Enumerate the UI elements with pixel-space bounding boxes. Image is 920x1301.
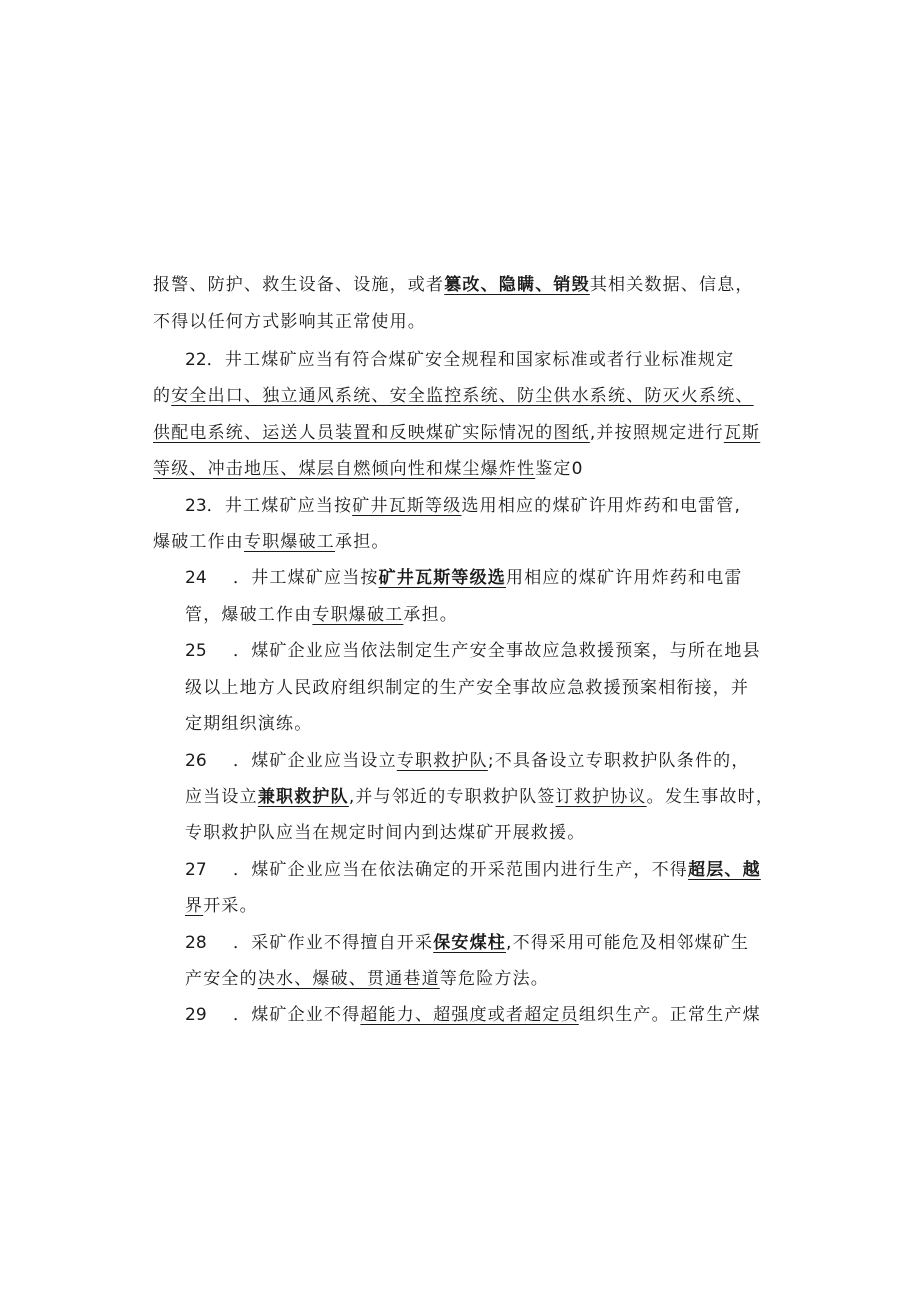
text-span: 爆破工作由 (153, 532, 244, 552)
text-span: ．煤矿企业应当在依法确定的开采范围内进行生产，不得 (233, 860, 688, 880)
item-27-line-1 (185, 852, 761, 888)
text-span: 承担。 (403, 605, 459, 625)
text-span: ,并与邻近的专职救护队签 (348, 787, 556, 807)
text-span: ．井工煤矿应当有符合煤矿安全规程和国家标准或者行业标准规定 (206, 350, 735, 370)
underlined-term: 矿井瓦斯等级 (352, 496, 462, 516)
underlined-term: 订救护协议 (555, 787, 647, 807)
text-span: ．煤矿企业应当设立 (233, 751, 397, 771)
text-span: ．采矿作业不得擅自开采 (233, 933, 434, 953)
text-span: 开采。 (203, 896, 258, 916)
text-span: 等危险方法。 (439, 969, 550, 989)
text-span: ．井工煤矿应当按 (233, 568, 379, 588)
text-span: ,并按照规定进行 (589, 423, 724, 443)
text-span: ．井工煤矿应当按 (206, 496, 353, 516)
item-25-line-3 (185, 706, 312, 742)
item-22-line-2 (153, 378, 754, 414)
text-span: 承担。 (335, 532, 390, 552)
text-span: 选用相应的煤矿许用炸药和电雷管, (461, 496, 742, 516)
text-span: 不得以任何方式影响其正常使用。 (153, 312, 426, 332)
text-span: ．煤矿企业不得 (233, 1005, 361, 1025)
text-span: ;不具备设立专职救护队条件的， (487, 751, 750, 771)
underlined-term: 供配电系统、运送人员装置和反映煤矿实际情况的图纸 (153, 423, 590, 443)
item-23-line-1 (185, 488, 741, 524)
text-span: 组织生产。正常生产煤 (578, 1005, 761, 1025)
underlined-term: 等级、冲击地压、煤层自燃倾向性和煤尘爆炸性 (153, 459, 536, 479)
text-span: ,不得采用可能危及相邻煤矿生 (506, 933, 750, 953)
item-number: 24 (185, 568, 207, 588)
underlined-term: 专职爆破工 (244, 532, 335, 552)
item-26-line-1 (185, 743, 750, 779)
text-span: 专职救护队应当在规定时间内到达煤矿开展救援。 (185, 823, 586, 843)
item-26-line-3 (185, 815, 585, 851)
item-23-line-2 (153, 524, 390, 560)
text-span: 的 (153, 386, 172, 406)
underlined-term: 篡改、隐瞒、销毁 (444, 275, 590, 295)
item-22-line-3 (153, 415, 760, 451)
underlined-term: 决水、爆破、贯通巷道 (257, 969, 440, 989)
item-22-line-4 (153, 451, 584, 487)
item-28-line-2 (185, 961, 549, 997)
underlined-term: 兼职救护队 (257, 787, 349, 807)
underlined-term: 专职爆破工 (312, 605, 404, 625)
item-22-line-1 (185, 342, 734, 378)
item-number: 23 (185, 496, 207, 516)
item-25-line-2 (185, 670, 749, 706)
text-span: 。发生事故时， (646, 787, 775, 807)
item-number: 25 (185, 641, 207, 661)
text-span: ．煤矿企业应当依法制定生产安全事故应急救援预案，与所在地县 (233, 641, 761, 661)
underlined-term: 超层、越 (688, 860, 761, 880)
item-number: 22 (185, 350, 207, 370)
item-number: 29 (185, 1005, 207, 1025)
underlined-term: 超能力、超强度或者超定员 (360, 1005, 579, 1025)
text-span: 报警、防护、救生设备、设施，或者 (153, 275, 445, 295)
item-24-line-2 (185, 597, 458, 633)
item-number: 27 (185, 860, 207, 880)
underlined-term: 专职救护队 (396, 751, 488, 771)
text-span: 定期组织演练。 (185, 714, 313, 734)
text-span: 应当设立 (185, 787, 258, 807)
underlined-term: 安全出口、独立通风系统、安全监控系统、防尘供水系统、防灭火系统、 (171, 386, 754, 406)
text-span: 级以上地方人民政府组织制定的生产安全事故应急救援预案相衔接，并 (185, 678, 750, 698)
intro-line-1 (153, 267, 754, 303)
underlined-term: 瓦斯 (723, 423, 761, 443)
underlined-term: 界 (185, 896, 204, 916)
underlined-term: 矿井瓦斯等级选 (378, 568, 507, 588)
item-28-line-1 (185, 925, 749, 961)
item-25-line-1 (185, 633, 761, 669)
text-span: 鉴定0 (535, 459, 584, 479)
item-24-line-1 (185, 560, 743, 596)
text-span: 其相关数据、信息， (589, 275, 754, 295)
item-26-line-2 (185, 779, 774, 815)
text-span: 产安全的 (185, 969, 258, 989)
item-27-line-2 (185, 888, 258, 924)
intro-line-2 (153, 304, 426, 340)
underlined-term: 保安煤柱 (433, 933, 507, 953)
item-29-line-1 (185, 997, 761, 1033)
item-number: 26 (185, 751, 207, 771)
text-span: 管，爆破工作由 (185, 605, 313, 625)
item-number: 28 (185, 933, 207, 953)
text-span: 用相应的煤矿许用炸药和电雷 (506, 568, 743, 588)
